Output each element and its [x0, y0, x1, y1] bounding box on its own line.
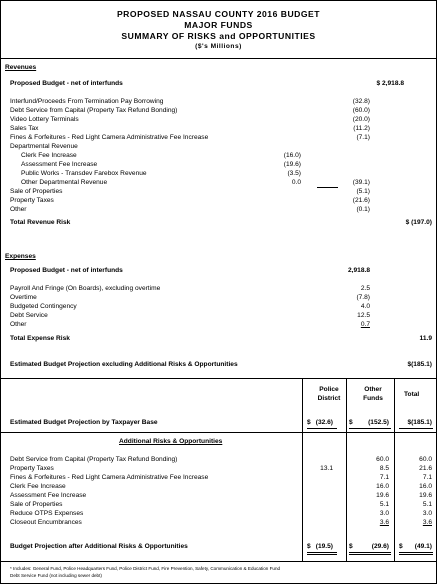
final-label: Budget Projection after Additional Risks & Opportunities [10, 543, 188, 550]
revenue-total-label: Total Revenue Risk [10, 219, 71, 226]
additional-row-label: Assessment Fee Increase [10, 492, 87, 499]
revenue-item-value: (21.6) [352, 197, 370, 204]
col-police-line-2: District [317, 394, 341, 402]
col-total-header: Total [404, 391, 420, 398]
final-total-currency: $ [399, 543, 403, 550]
revenue-item-label: Other [10, 206, 27, 213]
expense-total-value: 11.9 [419, 335, 432, 342]
dept-sub-value: (3.5) [287, 170, 301, 177]
taxpayer-police-value: (32.6) [315, 419, 333, 426]
col-other-line-1: Other [364, 386, 382, 393]
expense-total-label: Total Expense Risk [10, 335, 70, 342]
expense-proposed-label: Proposed Budget - net of interfunds [10, 267, 123, 274]
additional-row-other: 8.5 [379, 465, 389, 472]
additional-row-police: 13.1 [320, 465, 333, 472]
dept-sub-label: Assessment Fee Increase [21, 161, 98, 168]
final-other-underline [349, 552, 391, 553]
additional-row-label: Reduce OTPS Expenses [10, 510, 84, 517]
column-divider [302, 378, 303, 561]
revenue-item-label: Sale of Properties [10, 188, 63, 195]
additional-row-total: 21.6 [419, 465, 432, 472]
final-other-value: (29.6) [371, 543, 389, 550]
additional-row-total: 60.0 [419, 456, 432, 463]
additional-row-label: Debt Service from Capital (Property Tax Refund Bonding) [10, 456, 178, 463]
additional-row-label: Sale of Properties [10, 501, 63, 508]
expense-proposed-value: 2,918.8 [348, 267, 370, 274]
revenue-item-value: (60.0) [352, 107, 370, 114]
projection-label: Estimated Budget Projection excluding Additional Risks & Opportunities [10, 361, 238, 368]
col-police-line-1: Police [319, 386, 339, 393]
expense-item-value: 12.5 [357, 312, 370, 319]
taxpayer-total-value: $(185.1) [407, 419, 432, 426]
expense-item-label: Payroll And Fringe (On Boards), excluding overtime [10, 285, 161, 292]
final-police-underline [307, 552, 337, 553]
title-line-4: ($'s Millions) [195, 43, 242, 50]
additional-row-other: 16.0 [376, 483, 389, 490]
title-divider [1, 58, 436, 59]
additional-row-total: 7.1 [422, 474, 432, 481]
additional-row-other: 7.1 [379, 474, 389, 481]
final-total-double-underline [399, 554, 433, 555]
dept-sub-label: Other Departmental Revenue [21, 179, 108, 186]
dept-total-value: (39.1) [352, 179, 370, 186]
footnote-line-2: Debt Service Fund (not including sewer debt) [10, 573, 102, 578]
dept-sub-value: 0.0 [291, 179, 301, 186]
revenue-item-label: Video Lottery Terminals [10, 116, 79, 123]
dept-sub-value: (16.0) [283, 152, 301, 159]
col-other-line-2: Funds [363, 394, 383, 402]
revenue-item-value: (7.1) [356, 134, 370, 141]
dept-sub-label: Clerk Fee Increase [21, 152, 77, 159]
section-divider [1, 378, 436, 379]
revenue-item-label: Property Taxes [10, 197, 54, 204]
expense-item-value: 4.0 [360, 303, 370, 310]
additional-row-other: 19.6 [376, 492, 389, 499]
additional-row-other: 5.1 [379, 501, 389, 508]
table-divider [1, 432, 436, 433]
final-total-value: (49.1) [414, 543, 432, 550]
additional-row-total: 3.6 [422, 519, 432, 526]
final-total-underline [399, 552, 433, 553]
revenue-item-label: Interfund/Proceeds From Termination Pay Borrowing [10, 98, 164, 105]
taxpayer-other-currency: $ [349, 419, 353, 426]
projection-value: $(185.1) [407, 361, 432, 368]
additional-row-total: 19.6 [419, 492, 432, 499]
expenses-header: Expenses [5, 253, 36, 260]
revenues-header: Revenues [5, 64, 37, 71]
revenue-item-value: (11.2) [353, 125, 370, 132]
dept-sub-underline [317, 187, 338, 188]
expense-item-label: Budgeted Contingency [10, 303, 77, 310]
expense-item-label: Overtime [10, 294, 37, 301]
expense-item-value: 0.7 [360, 321, 370, 328]
expense-item-label: Debt Service [10, 312, 48, 319]
additional-row-label: Fines & Forfeitures - Red Light Camera Administrative Fee Increase [10, 474, 209, 481]
final-police-currency: $ [307, 543, 311, 550]
title-line-3: SUMMARY OF RISKS and OPPORTUNITIES [121, 31, 316, 41]
title-line-1: PROPOSED NASSAU COUNTY 2016 BUDGET [116, 9, 321, 19]
additional-row-label: Closeout Encumbrances [10, 519, 82, 526]
column-divider [394, 378, 395, 561]
additional-row-total: 16.0 [419, 483, 432, 490]
expense-item-value: (7.8) [356, 294, 370, 301]
final-police-value: (19.5) [315, 543, 333, 550]
expense-item-label: Other [10, 321, 27, 328]
revenue-total-value: $ (197.0) [405, 219, 432, 226]
footer-divider [1, 561, 436, 562]
additional-row-other: 3.0 [379, 510, 389, 517]
additional-row-label: Property Taxes [10, 465, 54, 472]
additional-row-label: Clerk Fee Increase [10, 483, 66, 490]
final-other-double-underline [349, 554, 391, 555]
additional-header: Additional Risks & Opportunities [119, 438, 223, 445]
taxpayer-row-label: Estimated Budget Projection by Taxpayer Base [10, 419, 158, 426]
revenue-item-value: (0.1) [356, 206, 370, 213]
title-line-2: MAJOR FUNDS [184, 20, 253, 30]
additional-row-other: 3.6 [379, 519, 389, 526]
dept-sub-value: (19.6) [283, 161, 301, 168]
revenue-item-label: Departmental Revenue [10, 143, 78, 150]
revenue-item-label: Debt Service from Capital (Property Tax Refund Bonding) [10, 107, 178, 114]
revenue-item-value: (5.1) [356, 188, 370, 195]
additional-row-total: 3.0 [422, 510, 432, 517]
revenue-proposed-label: Proposed Budget - net of interfunds [10, 80, 123, 87]
expense-item-value: 2.5 [360, 285, 370, 292]
col-police-header [314, 387, 344, 402]
taxpayer-other-underline [349, 428, 391, 429]
revenue-proposed-value: $ 2,918.8 [376, 80, 404, 87]
column-divider [346, 378, 347, 561]
taxpayer-police-underline [307, 428, 337, 429]
footnote-line-1: * Includes: General Fund, Police Headquarters Fund, Police District Fund, Fire Prevention, Safety, Communication & Education Fund [10, 566, 281, 571]
taxpayer-other-value: (152.5) [368, 419, 389, 426]
additional-row-total: 5.1 [422, 501, 432, 508]
final-other-currency: $ [349, 543, 353, 550]
taxpayer-police-currency: $ [307, 419, 311, 426]
final-police-double-underline [307, 554, 337, 555]
col-other-header [358, 387, 388, 402]
revenue-item-label: Fines & Forfeitures - Red Light Camera Administrative Fee Increase [10, 134, 209, 141]
revenue-item-label: Sales Tax [10, 125, 39, 132]
taxpayer-total-underline [399, 428, 433, 429]
additional-row-other: 60.0 [376, 456, 389, 463]
dept-sub-label: Public Works - Transdev Farebox Revenue [21, 170, 147, 177]
revenue-item-value: (20.0) [352, 116, 370, 123]
revenue-item-value: (32.8) [352, 98, 370, 105]
